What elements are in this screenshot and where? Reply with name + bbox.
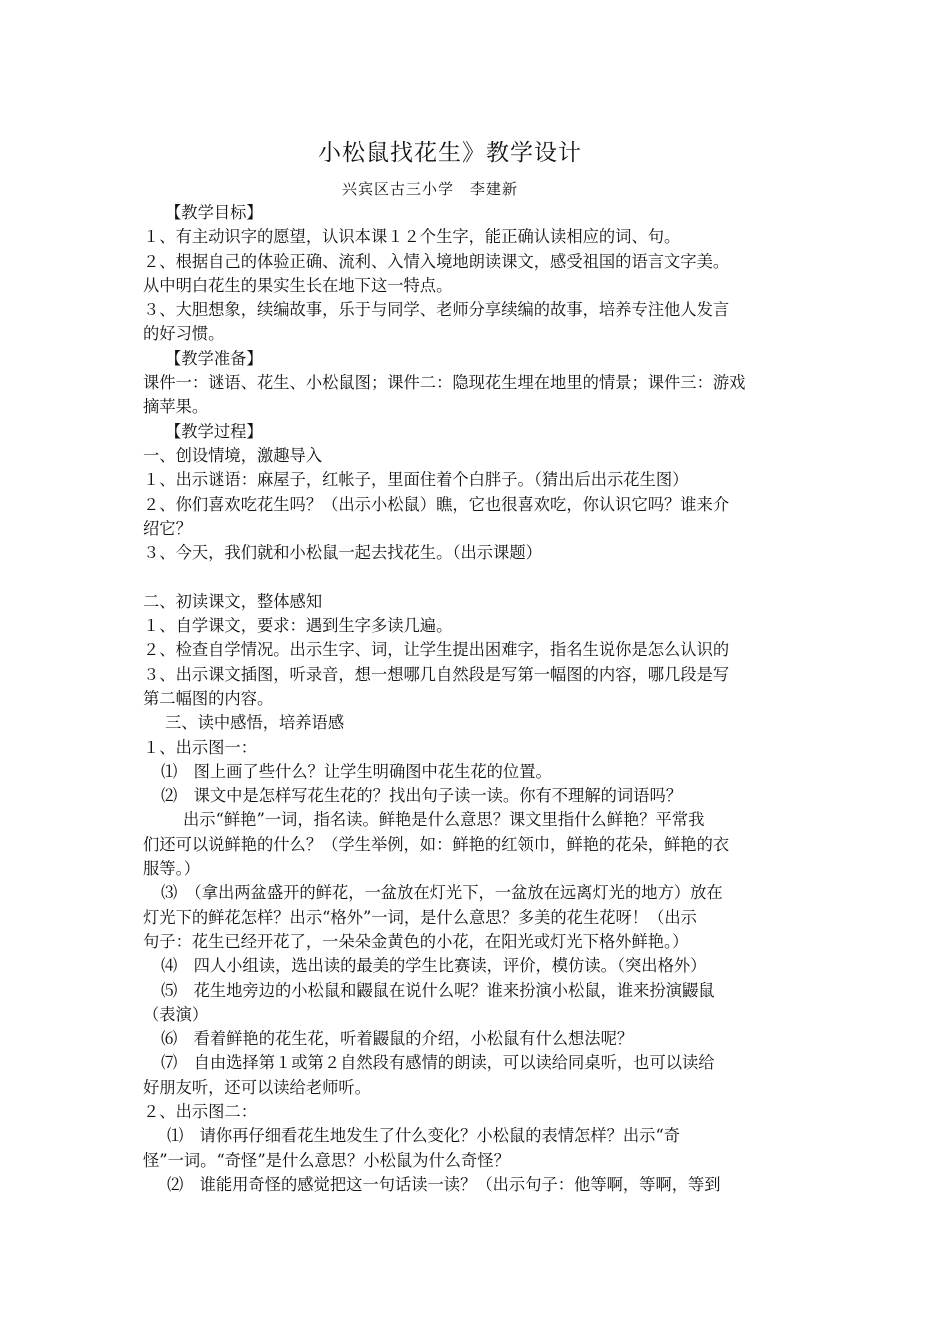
paragraph-line: 绍它？ (143, 518, 192, 538)
paragraph-line: １、出示谜语：麻屋子，红帐子，里面住着个白胖子。（猜出后出示花生图） (143, 470, 689, 490)
paragraph-line: 出示“鲜艳”一词，指名读。鲜艳是什么意思？课文里指什么鲜艳？平常我 (183, 810, 705, 830)
paragraph-line: （表演） (143, 1004, 209, 1024)
section-heading: 一、创设情境，激趣导入 (143, 445, 323, 465)
paragraph-line: 们还可以说鲜艳的什么？（学生举例，如：鲜艳的红领巾，鲜艳的花朵，鲜艳的衣 (143, 834, 730, 854)
paragraph-line: １、自学课文，要求：遇到生字多读几遍。 (143, 616, 453, 636)
paragraph-line: 摘苹果。 (143, 397, 209, 417)
section-heading: 二、初读课文，整体感知 (143, 591, 323, 611)
paragraph-line: ２、你们喜欢吃花生吗？（出示小松鼠）瞧，它也很喜欢吃，你认识它吗？谁来介 (143, 494, 730, 514)
paragraph-line: 怪”一词。“奇怪”是什么意思？小松鼠为什么奇怪？ (143, 1150, 510, 1170)
document-body (143, 201, 808, 1197)
paragraph-line: ２、出示图二： (143, 1101, 257, 1121)
paragraph-line: ２、根据自己的体验正确、流利、入情入境地朗读课文，感受祖国的语言文字美。 (143, 251, 730, 271)
numbered-item: ⑺ 自由选择第１或第２自然段有感情的朗读，可以读给同桌听，也可以读给 (161, 1053, 715, 1073)
section-heading-objectives: 【教学目标】 (165, 203, 263, 222)
paragraph-line: 灯光下的鲜花怎样？出示“格外”一词，是什么意思？多美的花生花呀！（出示 (143, 907, 697, 927)
paragraph-line: ３、大胆想象，续编故事，乐于与同学、老师分享续编的故事，培养专注他人发言 (143, 300, 730, 320)
section-heading-preparation: 【教学准备】 (165, 348, 263, 368)
paragraph-line: １、出示图一： (143, 737, 257, 757)
paragraph-line: 课件一：谜语、花生、小松鼠图；课件二：隐现花生埋在地里的情景；课件三：游戏 (143, 373, 746, 393)
paragraph-line: 从中明白花生的果实生长在地下这一特点。 (143, 275, 453, 295)
numbered-item: ⑵ 课文中是怎样写花生花的？找出句子读一读。你有不理解的词语吗？ (161, 786, 683, 806)
numbered-item: ⑸ 花生地旁边的小松鼠和鼹鼠在说什么呢？谁来扮演小松鼠，谁来扮演鼹鼠 (161, 980, 715, 1000)
section-heading-process: 【教学过程】 (165, 421, 263, 441)
paragraph-line: 的好习惯。 (143, 324, 225, 344)
paragraph-line: ２、检查自学情况。出示生字、词，让学生提出困难字，指名生说你是怎么认识的 (143, 640, 730, 660)
section-heading: 三、读中感悟，培养语感 (165, 713, 345, 733)
paragraph-line: 句子：花生已经开花了，一朵朵金黄色的小花，在阳光或灯光下格外鲜艳。） (143, 931, 689, 951)
paragraph-line: 服等。） (143, 859, 200, 879)
numbered-item: ⑴ 图上画了些什么？让学生明确图中花生花的位置。 (161, 761, 552, 781)
numbered-item: ⑵ 谁能用奇怪的感觉把这一句话读一读？（出示句子：他等啊，等啊，等到 (167, 1174, 721, 1194)
numbered-item: ⑷ 四人小组读，选出读的最美的学生比赛读，评价，模仿读。（突出格外） (161, 956, 707, 976)
paragraph-line: １、有主动识字的愿望，认识本课１２个生字，能正确认读相应的词、句。 (143, 227, 681, 247)
document-title: 小松鼠找花生》教学设计 (318, 140, 582, 166)
blank-line (143, 565, 808, 589)
numbered-item: ⑹ 看着鲜艳的花生花，听着鼹鼠的介绍，小松鼠有什么想法呢？ (161, 1029, 634, 1049)
paragraph-line: 好朋友听，还可以读给老师听。 (143, 1077, 371, 1097)
numbered-item: ⑴ 请你再仔细看花生地发生了什么变化？小松鼠的表情怎样？出示“奇 (167, 1126, 681, 1146)
numbered-item: ⑶ （拿出两盆盛开的鲜花，一盆放在灯光下，一盆放在远离灯光的地方）放在 (161, 883, 723, 903)
author-line: 兴宾区古三小学 李建新 (341, 180, 518, 198)
paragraph-line: ３、出示课文插图，听录音，想一想哪几自然段是写第一幅图的内容，哪几段是写 (143, 664, 730, 684)
paragraph-line: ３、今天，我们就和小松鼠一起去找花生。（出示课题） (143, 543, 542, 563)
paragraph-line: 第二幅图的内容。 (143, 688, 274, 708)
